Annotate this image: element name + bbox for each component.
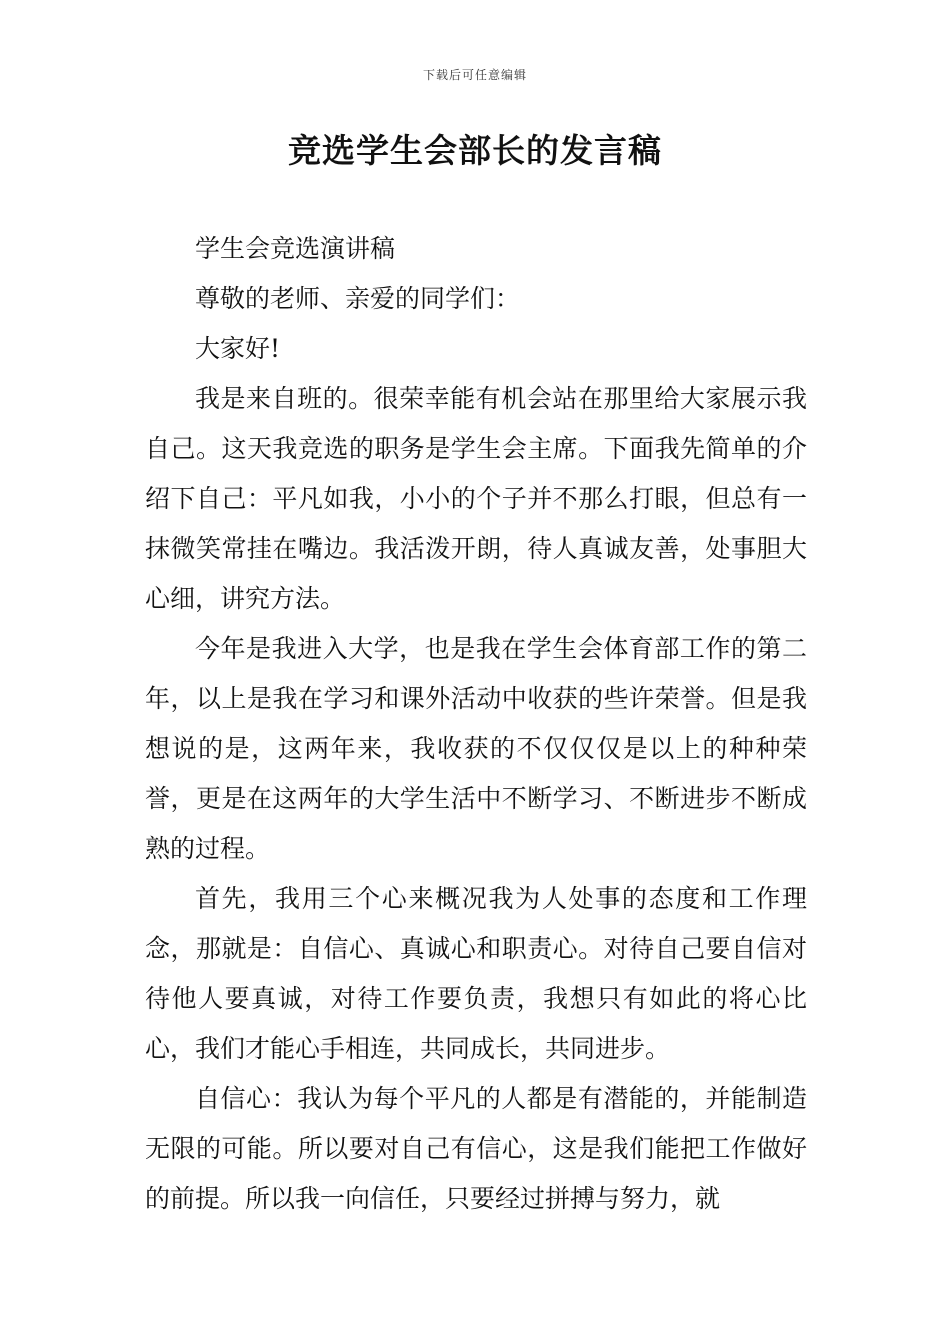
paragraph-experience: 今年是我进入大学，也是我在学生会体育部工作的第二年，以上是我在学习和课外活动中收获的些许荣誉。但是我想说的是，这两年来，我收获的不仅仅仅是以上的种种荣誉，更是在这两年的大学生活中不断学习、不断进步不断成熟的过程。 xyxy=(145,634,807,863)
paragraph-salutation: 尊敬的老师、亲爱的同学们： xyxy=(195,284,521,313)
paragraph-subtitle: 学生会竞选演讲稿 xyxy=(195,234,396,263)
header-note: 下载后可任意编辑 xyxy=(422,68,527,82)
paragraph-confidence: 自信心：我认为每个平凡的人都是有潜能的，并能制造无限的可能。所以要对自己有信心，这是我们能把工作做好的前提。所以我一向信任，只要经过拼搏与努力，就 xyxy=(145,1084,807,1213)
paragraph-greeting: 大家好! xyxy=(195,334,281,363)
paragraph-three-hearts: 首先，我用三个心来概况我为人处事的态度和工作理念，那就是：自信心、真诚心和职责心。对待自己要自信对待他人要真诚，对待工作要负责，我想只有如此的将心比心，我们才能心手相连，共同成长，共同进步。 xyxy=(145,884,807,1063)
document-body xyxy=(145,224,807,1224)
paragraph-introduction: 我是来自班的。很荣幸能有机会站在那里给大家展示我自己。这天我竞选的职务是学生会主席。下面我先简单的介绍下自己：平凡如我，小小的个子并不那么打眼，但总有一抹微笑常挂在嘴边。我活泼开朗，待人真诚友善，处事胆大心细，讲究方法。 xyxy=(145,384,807,613)
document-title: 竞选学生会部长的发言稿 xyxy=(288,131,662,170)
